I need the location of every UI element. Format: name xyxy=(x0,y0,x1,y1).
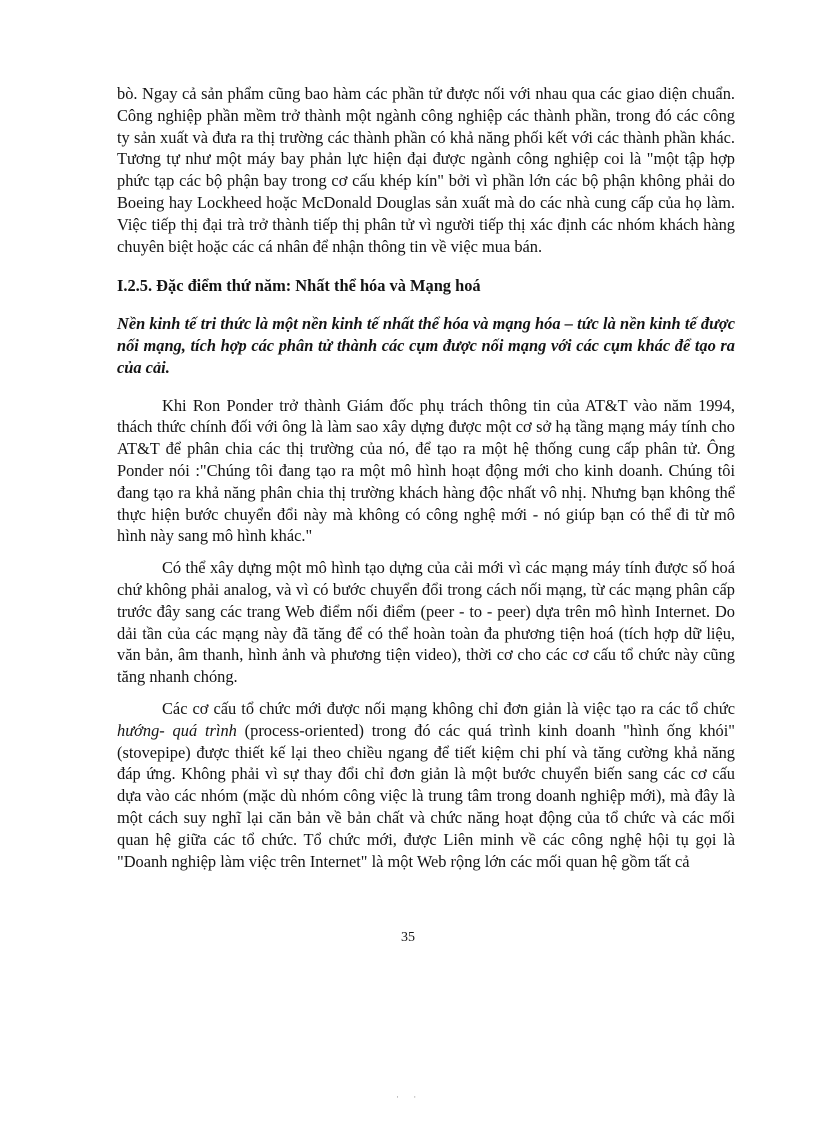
section-heading: I.2.5. Đặc điểm thứ năm: Nhất thể hóa và Mạng hoá xyxy=(117,276,481,296)
page-number: 35 xyxy=(401,930,415,945)
paragraph-continuation: bò. Ngay cả sản phẩm cũng bao hàm các phần tử được nối với nhau qua các giao diện chuẩn. Công nghiệp phần mềm trở thành một ngành công nghiệp các thành phần, trong đó các công ty sản xuất và đưa ra thị trường các thành phần có khả năng phối kết với các thành phần khác. Tương tự như một máy bay phản lực hiện đại được ngành công nghiệp coi là "một tập hợp phức tạp các bộ phận bay trong cơ cấu khép kín" bởi vì phần lớn các bộ phận không phải do Boeing hay Lockheed hoặc McDonald Douglas sản xuất mà do các nhà cung cấp của họ làm. Việc tiếp thị đại trà trở thành tiếp thị phân tử vì người tiếp thị xác định các nhóm khách hàng chuyên biệt hoặc các cá nhân để nhận thông tin về việc mua bán. xyxy=(117,84,735,256)
document-body xyxy=(117,83,735,872)
process-oriented-term: hướng- quá trình xyxy=(117,720,237,740)
paragraph-organization xyxy=(117,698,735,872)
paragraph-ponder: Khi Ron Ponder trở thành Giám đốc phụ trách thông tin của AT&T vào năm 1994, thách thức chính đối với ông là làm sao xây dựng được một cơ sở hạ tầng mạng máy tính cho AT&T để phân chia các thị trường của nó, để tạo ra một hệ thống cung cấp phân tử. Ông Ponder nói :"Chúng tôi đang tạo ra một mô hình hoạt động mới cho kinh doanh. Chúng tôi đang tạo ra khả năng phân chia thị trường khách hàng độc nhất vô nhị. Nhưng bạn không thể thực hiện bước chuyển đổi này mà không có công nghệ mới - nó giúp bạn có thể đi từ mô hình này sang mô hình khác." xyxy=(117,395,735,546)
paragraph-organization-rest: (process-oriented) trong đó các quá trình kinh doanh "hình ống khói" (stovepipe) được thiết kế lại theo chiều ngang để tiết kiệm chi phí và tăng cường khả năng đáp ứng. Không phải vì sự thay đổi chỉ đơn giản là một bước chuyển biến sang các cơ cấu dựa vào các nhóm (mặc dù nhóm công việc là trung tâm trong doanh nghiệp mới), mà đây là một cách suy nghĩ lại căn bản về bản chất và chức năng hoạt động của tổ chức và các mối quan hệ giữa các tổ chức. Tổ chức mới, được Liên minh về các công nghệ hội tụ gọi là "Doanh nghiệp làm việc trên Internet" là một Web rộng lớn các mối quan hệ gồm tất cả xyxy=(117,720,736,871)
paragraph-network-model: Có thể xây dựng một mô hình tạo dựng của cải mới vì các mạng máy tính được số hoá chứ không phải analog, và vì có bước chuyển đổi trong cách nối mạng, từ các mạng phân cấp trước đây sang các trang Web điểm nối điểm (peer - to - peer) dựa trên mô hình Internet. Do dải tần của các mạng này đã tăng để có thể hoàn toàn đa phương tiện hoá (tích hợp dữ liệu, văn bản, âm thanh, hình ảnh và phương tiện video), thời cơ cho các cơ cấu tổ chức này cũng tăng nhanh chóng. xyxy=(117,558,735,687)
paragraph-organization-start: Các cơ cấu tổ chức mới được nối mạng không chỉ đơn giản là việc tạo ra các tổ chức xyxy=(162,698,735,718)
scan-artifact: · · xyxy=(396,1092,423,1102)
section-lead-statement: Nền kinh tế tri thức là một nền kinh tế nhất thể hóa và mạng hóa – tức là nền kinh tế được nối mạng, tích hợp các phân tử thành các cụm được nối mạng với các cụm khác để tạo ra của cải. xyxy=(117,314,735,377)
